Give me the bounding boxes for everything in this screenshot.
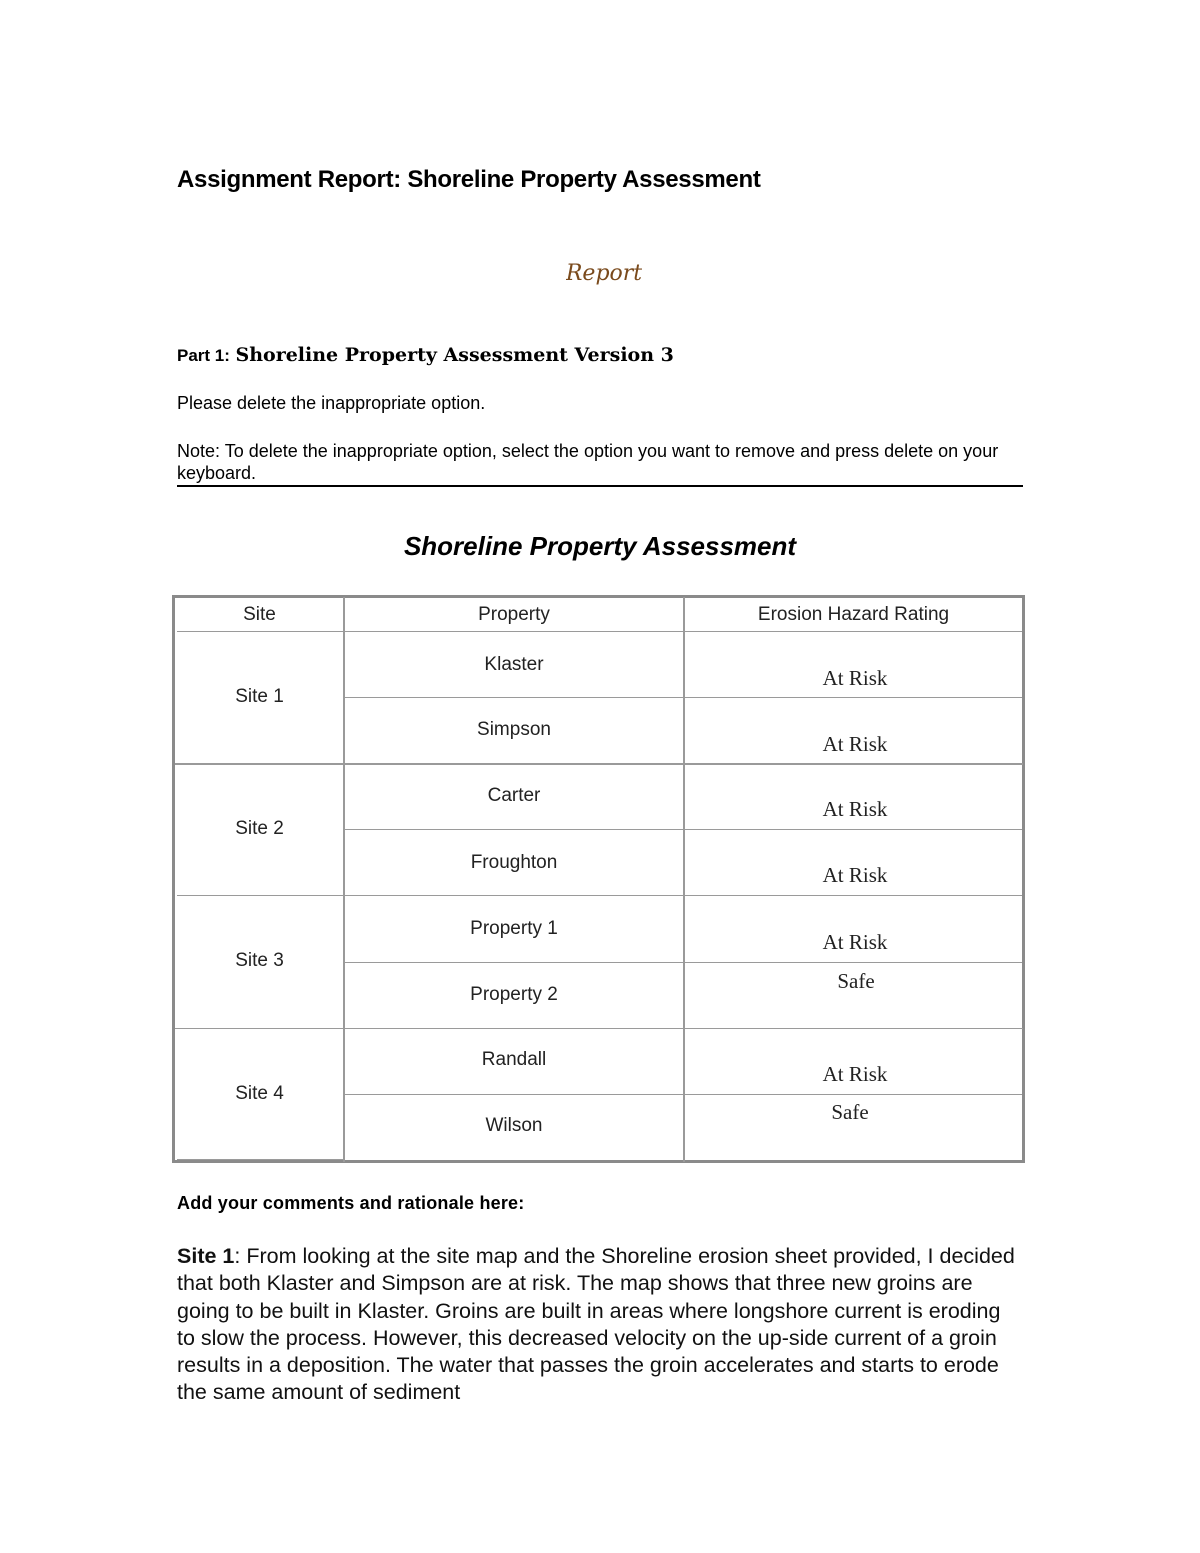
note-text: Note: To delete the inappropriate option, select the option you want to remove and press delete on your keyboard.: [177, 440, 1023, 487]
grid-line: [345, 697, 1022, 698]
property-cell: Wilson: [485, 1115, 543, 1136]
property-cell: Simpson: [477, 719, 551, 740]
site-cell: Site 1: [235, 686, 284, 707]
grid-line: [177, 631, 1022, 632]
grid-line: [175, 763, 1023, 765]
grid-line: [177, 1159, 343, 1160]
property-cell: Property 1: [470, 918, 558, 939]
property-cell: Klaster: [484, 654, 544, 675]
comments-heading: Add your comments and rationale here:: [177, 1193, 525, 1213]
part-heading: [177, 344, 674, 367]
rating-cell: At Risk: [822, 930, 888, 954]
report-logo-text: Report: [566, 261, 642, 286]
site1-comment: [177, 1243, 1017, 1407]
rating-cell: At Risk: [822, 1062, 888, 1086]
rating-cell: At Risk: [822, 666, 888, 690]
grid-line: [345, 962, 1022, 963]
site-cell: Site 3: [235, 950, 284, 971]
site-cell: Site 4: [235, 1083, 284, 1104]
grid-line: [345, 829, 1022, 830]
instruction-text: Please delete the inappropriate option.: [177, 393, 486, 413]
grid-line: [345, 1094, 1022, 1095]
property-cell: Carter: [487, 785, 541, 806]
property-cell: Property 2: [470, 984, 558, 1005]
header-site: Site: [243, 604, 276, 625]
rating-cell: At Risk: [822, 797, 888, 821]
report-logo: [566, 250, 642, 296]
site1-label: Site 1: [177, 1244, 235, 1268]
property-cell: Randall: [481, 1049, 547, 1070]
part-label: Part 1:: [177, 346, 230, 365]
rating-cell: Safe: [837, 969, 875, 993]
site-cell: Site 2: [235, 818, 284, 839]
rating-cell: Safe: [831, 1100, 869, 1124]
rating-cell: At Risk: [822, 863, 888, 887]
part-title: Shoreline Property Assessment Version 3: [235, 344, 674, 366]
site1-text: : From looking at the site map and the Shoreline erosion sheet provided, I decided that both Klaster and Simpson are at risk. The map shows that three new groins are going to be built in Klaster. Groins are built in areas where longshore current is eroding to slow the process. However, this decreased velocity on the up-side current of a groin results in a deposition. The water that passes the groin accelerates and starts to erode the same amount of sediment: [177, 1244, 1015, 1405]
grid-line: [175, 1028, 1023, 1029]
grid-line: [343, 597, 345, 1162]
grid-line: [177, 895, 1022, 896]
header-erosion-rating: Erosion Hazard Rating: [757, 604, 950, 625]
document-title: Assignment Report: Shoreline Property Assessment: [177, 166, 761, 193]
property-cell: Froughton: [470, 852, 558, 873]
header-property: Property: [478, 604, 550, 625]
rating-cell: At Risk: [822, 732, 888, 756]
table-title: Shoreline Property Assessment: [403, 531, 797, 561]
